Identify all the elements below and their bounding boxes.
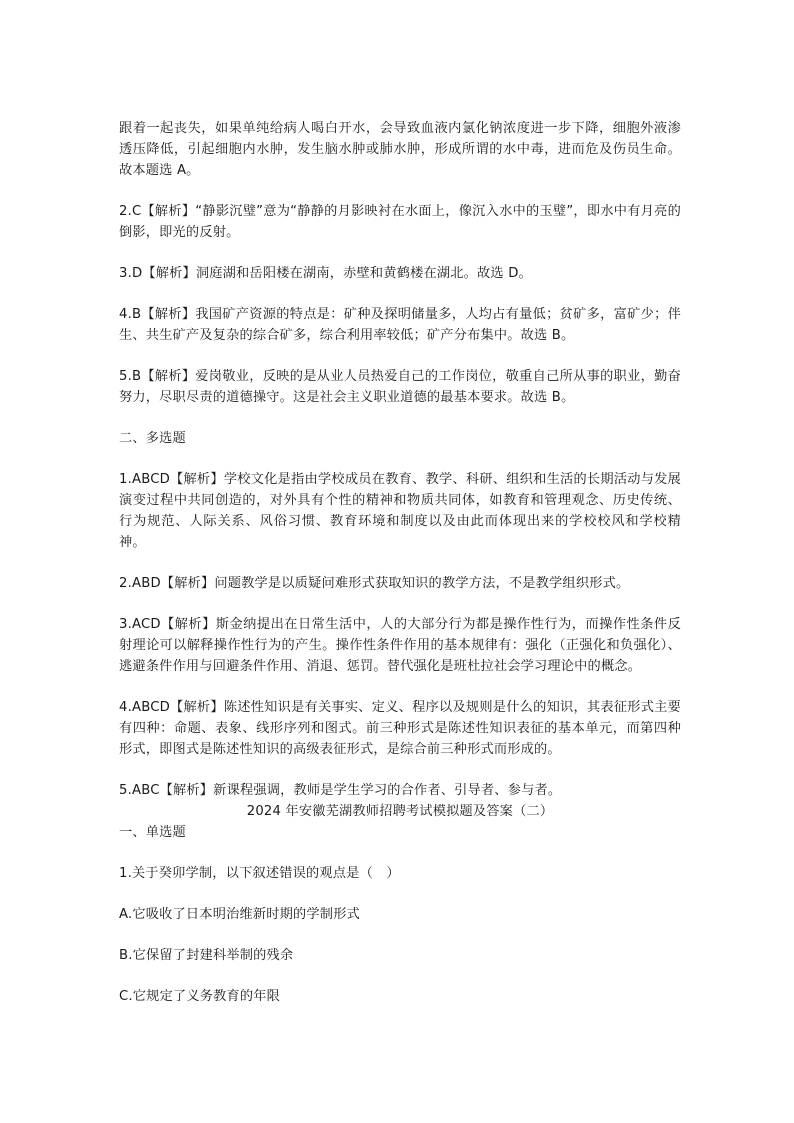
section-heading-single-choice: 一、单选题	[119, 825, 186, 840]
answer-explanation-3: 3.D【解析】洞庭湖和岳阳楼在湖南，赤壁和黄鹤楼在湖北。故选 D。	[119, 266, 532, 281]
section-heading-multiple-choice: 二、多选题	[119, 431, 186, 446]
exam-title: 2024 年安徽芜湖教师招聘考试模拟题及答案（二）	[246, 804, 554, 819]
multi-explanation-3: 3.ACD【解析】斯金纳提出在日常生活中，人的大部分行为都是操作性行为，而操作性条件反射理论可以解释操作性行为的产生。操作性条件作用的基本规律有：强化（正强化和负强化）、逃避条件作用与回避条件作用、消退、惩罚。替代强化是班杜拉社会学习理论中的概念。	[119, 617, 681, 674]
question-1-option-c: C.它规定了义务教育的年限	[119, 989, 281, 1004]
multi-explanation-2: 2.ABD【解析】问题教学是以质疑问难形式获取知识的教学方法，不是教学组织形式。	[119, 576, 630, 591]
question-1-stem: 1.关于癸卯学制，以下叙述错误的观点是（ ）	[119, 866, 400, 881]
answer-explanation-2: 2.C【解析】“静影沉璧”意为“静静的月影映衬在水面上，像沉入水中的玉璧”，即水中有月亮的倒影，即光的反射。	[119, 204, 681, 240]
document-page	[119, 118, 681, 1027]
answer-explanation-4: 4.B【解析】我国矿产资源的特点是：矿种及探明储量多，人均占有量低；贫矿多，富矿少；伴生、共生矿产及复杂的综合矿多，综合利用率较低；矿产分布集中。故选 B。	[119, 307, 681, 343]
answer-explanation-continued: 跟着一起丧失，如果单纯给病人喝白开水，会导致血液内氯化钠浓度进一步下降，细胞外液渗透压降低，引起细胞内水肿，发生脑水肿或肺水肿，形成所谓的水中毒，进而危及伤员生命。故本题选 A。	[119, 121, 681, 178]
answer-explanation-5: 5.B【解析】爱岗敬业，反映的是从业人员热爱自己的工作岗位，敬重自己所从事的职业，勤奋努力，尽职尽责的道德操守。这是社会主义职业道德的最基本要求。故选 B。	[119, 369, 681, 405]
question-1-option-b: B.它保留了封建科举制的残余	[119, 948, 294, 963]
multi-explanation-4: 4.ABCD【解析】陈述性知识是有关事实、定义、程序以及规则是什么的知识，其表征形式主要有四种：命题、表象、线形序列和图式。前三种形式是陈述性知识表征的基本单元，而第四种形式，即图式是陈述性知识的高级表征形式，是综合前三种形式而形成的。	[119, 700, 681, 757]
question-1-option-a: A.它吸收了日本明治维新时期的学制形式	[119, 907, 360, 922]
multi-explanation-1: 1.ABCD【解析】学校文化是指由学校成员在教育、教学、科研、组织和生活的长期活动与发展演变过程中共同创造的，对外具有个性的精神和物质共同体，如教育和管理观念、历史传统、行为规范、人际关系、风俗习惯、教育环境和制度以及由此而体现出来的学校校风和学校精神。	[119, 472, 681, 550]
multi-explanation-5: 5.ABC【解析】新课程强调，教师是学生学习的合作者、引导者、参与者。	[119, 783, 562, 798]
